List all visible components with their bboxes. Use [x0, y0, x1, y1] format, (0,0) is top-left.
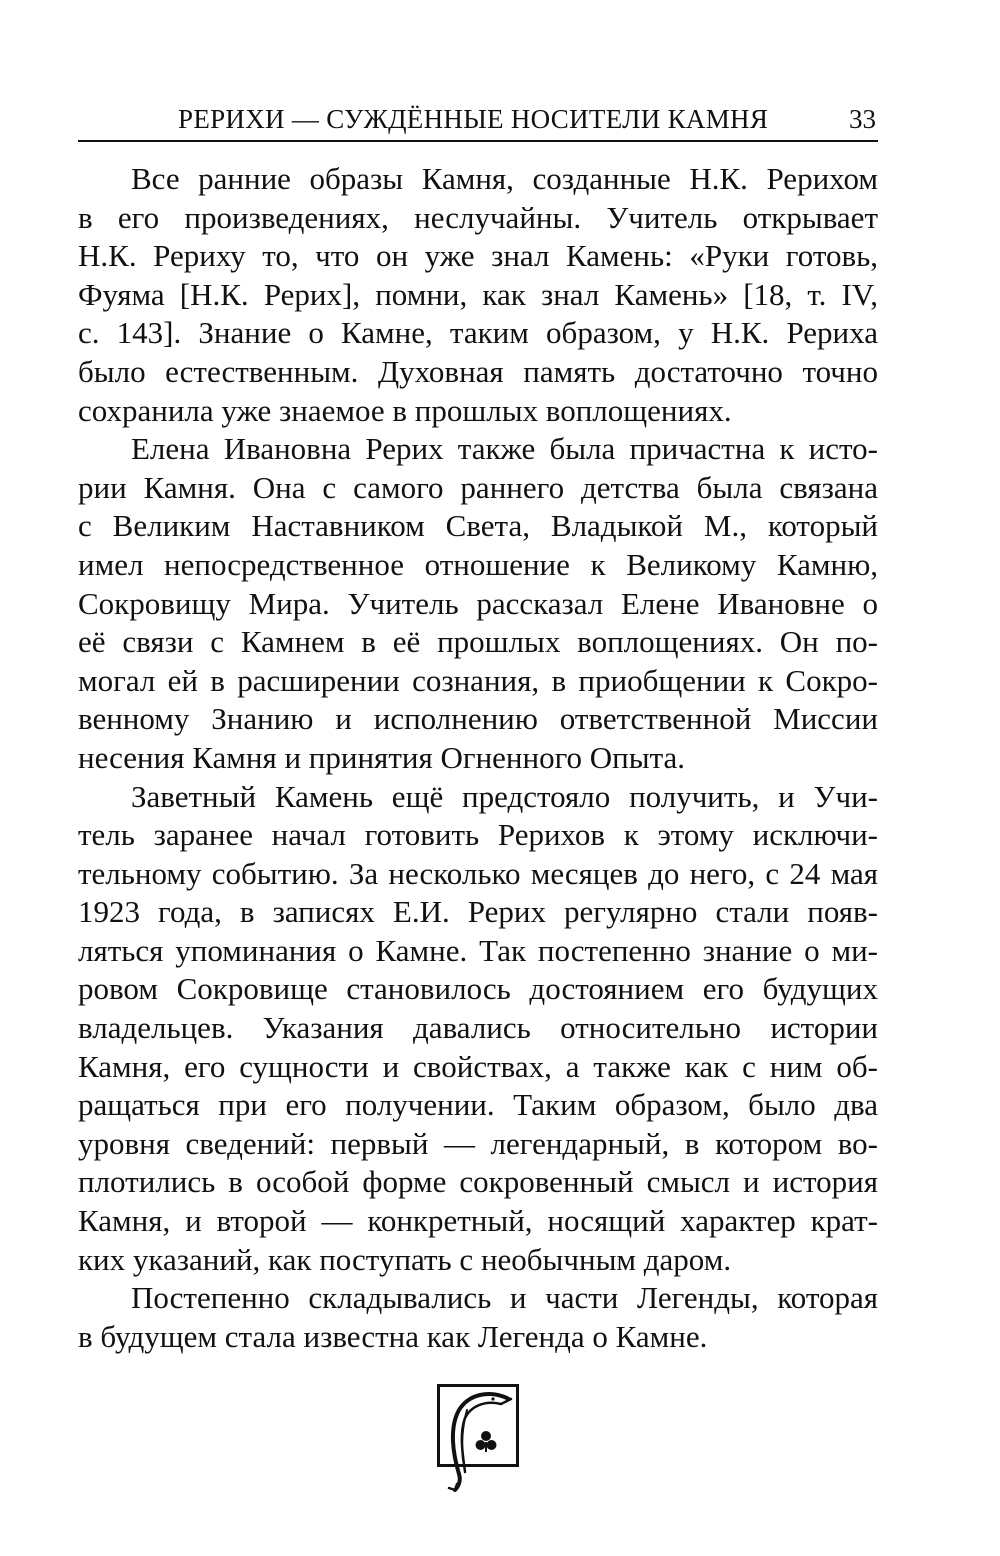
- text-line: Камня, и второй — конкретный, носящий характер крат-: [78, 1203, 878, 1239]
- text-line: Фуяма [Н.К. Рерих], помни, как знал Камень» [18, т. IV,: [78, 276, 878, 312]
- text-line: было естественным. Духовная память достаточно точно: [78, 353, 878, 389]
- text-line: имел непосредственное отношение к Великому Камню,: [78, 546, 878, 582]
- running-title: РЕРИХИ — СУЖДЁННЫЕ НОСИТЕЛИ КАМНЯ: [178, 104, 769, 134]
- paragraph-3: [78, 778, 878, 1280]
- text-line: её связи с Камнем в её прошлых воплощениях. Он по-: [78, 624, 878, 660]
- text-line: с Великим Наставником Света, Владыкой М., который: [78, 508, 878, 544]
- text-line: 1923 года, в записях Е.И. Рерих регулярно стали появ-: [78, 894, 878, 930]
- paragraph-2: [78, 430, 878, 777]
- text-line: владельцев. Указания давались относительно истории: [78, 1010, 878, 1046]
- text-line: ровом Сокровище становилось достоянием его будущих: [78, 971, 878, 1007]
- text-line: тельному событию. За несколько месяцев до него, с 24 мая: [78, 855, 878, 891]
- text-line: тель заранее начал готовить Рерихов к этому исключи-: [78, 817, 878, 853]
- paragraph-1: [78, 160, 878, 430]
- text-line: Н.К. Рериху то, что он уже знал Камень: «Руки готовь,: [78, 238, 878, 274]
- dolphin-trefoil-icon: [437, 1384, 519, 1494]
- text-line: рии Камня. Она с самого раннего детства была связана: [78, 469, 878, 505]
- paragraph-4: [78, 1279, 878, 1356]
- text-line: ращаться при его получении. Таким образом, было два: [78, 1087, 878, 1123]
- text-line: в будущем стала известна как Легенда о Камне.: [78, 1318, 708, 1354]
- page-number: 33: [849, 104, 876, 134]
- text-line: могал ей в расширении сознания, в приобщении к Сокро-: [78, 662, 878, 698]
- text-line: ляться упоминания о Камне. Так постепенно знание о ми-: [78, 932, 878, 968]
- text-line: Постепенно складывались и части Легенды, которая: [131, 1280, 878, 1316]
- text-line: несения Камня и принятия Огненного Опыта.: [78, 739, 686, 775]
- body-text: [78, 160, 878, 1356]
- text-line: ких указаний, как поступать с необычным даром.: [78, 1241, 732, 1277]
- text-line: уровня сведений: первый — легендарный, в котором во-: [78, 1125, 878, 1161]
- text-line: сохранила уже знаемое в прошлых воплощениях.: [78, 392, 732, 428]
- running-head: [78, 100, 878, 142]
- text-line: Заветный Камень ещё предстояло получить, и Учи-: [131, 778, 878, 814]
- text-line: с. 143]. Знание о Камне, таким образом, у Н.К. Рериха: [78, 315, 878, 351]
- text-line: плотились в особой форме сокровенный смысл и история: [78, 1164, 878, 1200]
- text-line: Сокровищу Мира. Учитель рассказал Елене Ивановне о: [78, 585, 878, 621]
- text-line: Камня, его сущности и свойствах, а также как с ним об-: [78, 1048, 878, 1084]
- text-line: Все ранние образы Камня, созданные Н.К. Рерихом: [131, 161, 878, 196]
- text-line: Елена Ивановна Рерих также была причастна к исто-: [131, 431, 878, 467]
- text-line: венному Знанию и исполнению ответственной Миссии: [78, 701, 878, 737]
- text-line: в его произведениях, неслучайны. Учитель открывает: [78, 199, 878, 235]
